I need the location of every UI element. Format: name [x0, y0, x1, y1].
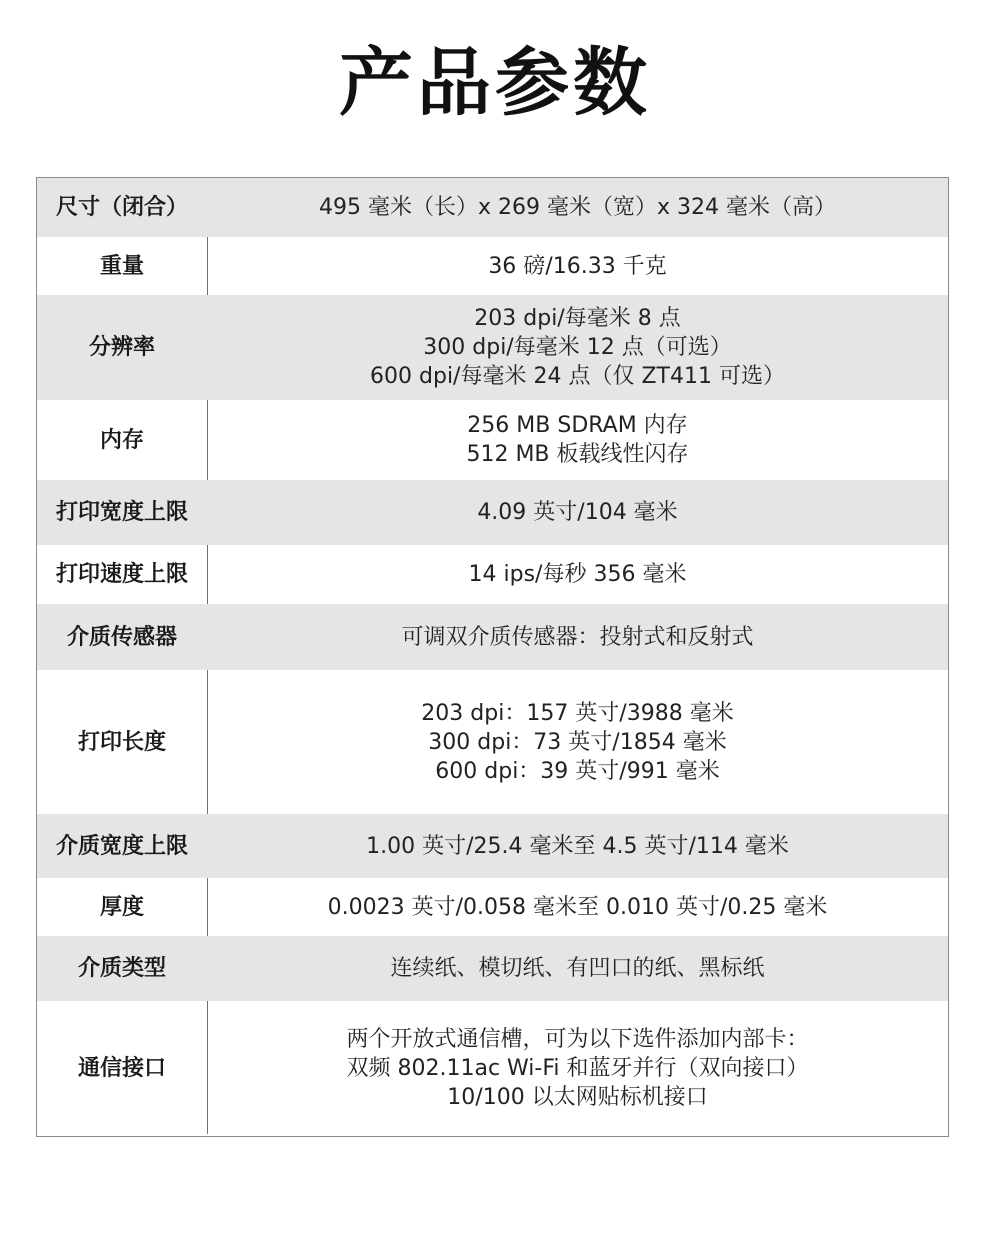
spec-label: 分辨率: [88, 335, 155, 360]
spec-value-line: 连续纸、模切纸、有凹口的纸、黑标纸: [390, 956, 765, 981]
spec-row: [37, 400, 948, 480]
spec-label: 介质传感器: [66, 624, 177, 650]
spec-value-line: 两个开放式通信槽，可为以下选件添加内部卡：: [346, 1026, 809, 1052]
spec-label: 介质类型: [77, 956, 166, 981]
spec-value: [207, 498, 948, 527]
spec-value: [207, 304, 948, 391]
spec-value-line: 10/100 以太网贴标机接口: [447, 1084, 708, 1110]
spec-value: [207, 893, 948, 922]
spec-value-line: 4.09 英寸/104 毫米: [477, 500, 678, 525]
spec-value-line: 36 磅/16.33 千克: [488, 253, 667, 279]
spec-row: [37, 1001, 948, 1135]
spec-row: [37, 545, 948, 604]
spec-label: 厚度: [99, 894, 144, 920]
spec-value-line: 256 MB SDRAM 内存: [467, 413, 688, 438]
spec-value-line: 512 MB 板载线性闪存: [466, 442, 689, 467]
spec-value-line: 300 dpi：73 英寸/1854 毫米: [428, 729, 727, 755]
spec-label: 打印速度上限: [55, 562, 188, 587]
spec-value: [207, 560, 948, 589]
spec-label: 重量: [99, 253, 144, 279]
spec-label: 介质宽度上限: [55, 833, 188, 859]
spec-value-line: 203 dpi：157 英寸/3988 毫米: [421, 700, 734, 726]
spec-value: [207, 623, 948, 652]
spec-label: 尺寸（闭合）: [55, 195, 188, 220]
spec-value-line: 14 ips/每秒 356 毫米: [468, 562, 687, 587]
spec-value-line: 1.00 英寸/25.4 毫米至 4.5 英寸/114 毫米: [366, 833, 789, 859]
spec-label: 打印宽度上限: [55, 500, 188, 525]
spec-value: [207, 954, 948, 983]
spec-value: [207, 1025, 948, 1112]
spec-value: [207, 832, 948, 861]
spec-label: 打印长度: [77, 729, 166, 755]
spec-row: [37, 670, 948, 814]
spec-row: [37, 878, 948, 936]
spec-value: [207, 193, 948, 222]
spec-value-line: 600 dpi：39 英寸/991 毫米: [435, 758, 720, 784]
spec-label: 通信接口: [77, 1055, 166, 1081]
page-title: 产品参数: [339, 40, 651, 126]
spec-row: [37, 480, 948, 545]
spec-value: [207, 699, 948, 786]
spec-value-line: 495 毫米（长）x 269 毫米（宽）x 324 毫米（高）: [319, 195, 836, 220]
spec-value-line: 600 dpi/每毫米 24 点（仅 ZT411 可选）: [370, 364, 785, 389]
spec-table: [36, 177, 949, 1137]
spec-row: [37, 936, 948, 1001]
spec-row: [37, 604, 948, 670]
spec-row: [37, 295, 948, 400]
spec-value-line: 0.0023 英寸/0.058 毫米至 0.010 英寸/0.25 毫米: [327, 894, 828, 920]
spec-value: [207, 252, 948, 281]
spec-label: 内存: [99, 427, 144, 453]
spec-value-line: 可调双介质传感器：投射式和反射式: [401, 624, 754, 650]
spec-value-line: 203 dpi/每毫米 8 点: [474, 306, 681, 331]
spec-row: [37, 814, 948, 878]
spec-value-line: 300 dpi/每毫米 12 点（可选）: [423, 335, 732, 360]
spec-row: [37, 237, 948, 295]
spec-value: [207, 411, 948, 469]
spec-row: [37, 178, 948, 237]
spec-value-line: 双频 802.11ac Wi-Fi 和蓝牙并行（双向接口）: [346, 1055, 809, 1081]
